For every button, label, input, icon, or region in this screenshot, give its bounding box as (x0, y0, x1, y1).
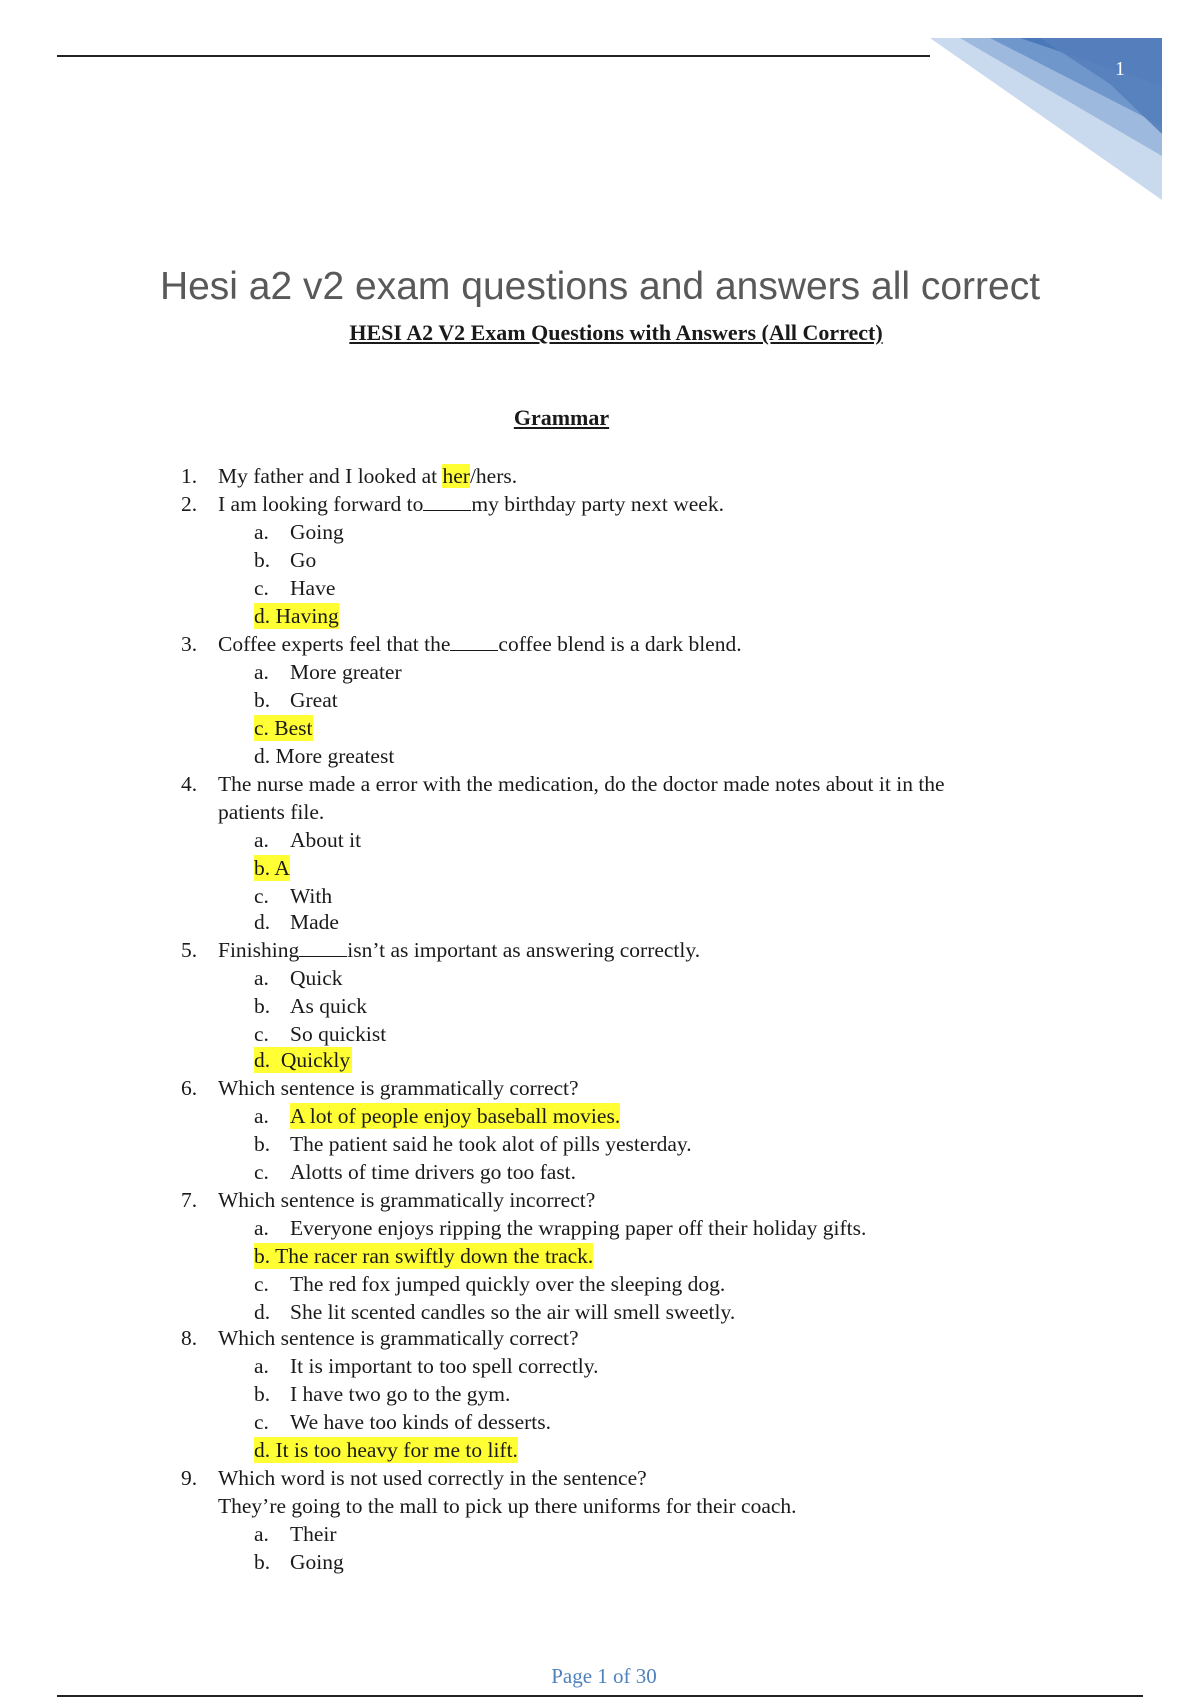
question-number: 5. (181, 938, 198, 962)
question-text: Coffee experts feel that the coffee blend is a dark blend. (218, 632, 742, 656)
header-rule (57, 55, 930, 57)
footer-rule (57, 1695, 1143, 1697)
question-number: 4. (181, 772, 198, 796)
question-text: Finishing isn’t as important as answering correctly. (218, 938, 701, 962)
question-number: 6. (181, 1076, 198, 1100)
question-text: Which sentence is grammatically correct? (218, 1076, 579, 1100)
question-text: Which sentence is grammatically incorrect? (218, 1188, 596, 1212)
question-number: 9. (181, 1466, 198, 1490)
header-page-number: 1 (1115, 58, 1125, 80)
page-footer: Page 1 of 30 (551, 1664, 657, 1688)
question-number: 7. (181, 1188, 198, 1212)
question-text: My father and I looked at her/hers. (218, 464, 518, 488)
question-number: 3. (181, 632, 198, 656)
question-number: 1. (181, 464, 198, 488)
answer-blank (299, 937, 347, 957)
question-number: 2. (181, 492, 198, 516)
document-subtitle: HESI A2 V2 Exam Questions with Answers (All Correct) (349, 320, 883, 345)
question-number: 8. (181, 1326, 198, 1350)
document-title: Hesi a2 v2 exam questions and answers all correct (159, 265, 1041, 308)
answer-blank (450, 631, 498, 651)
question-text: The nurse made a error with the medication, do the doctor made notes about it in the (218, 772, 945, 796)
question-text: Which sentence is grammatically correct? (218, 1326, 579, 1350)
answer-highlight: her (442, 464, 470, 488)
question-text: Which word is not used correctly in the sentence? (218, 1466, 647, 1490)
question-text: I am looking forward to my birthday party next week. (218, 492, 724, 516)
answer-blank (423, 491, 471, 511)
section-heading: Grammar (513, 405, 610, 430)
